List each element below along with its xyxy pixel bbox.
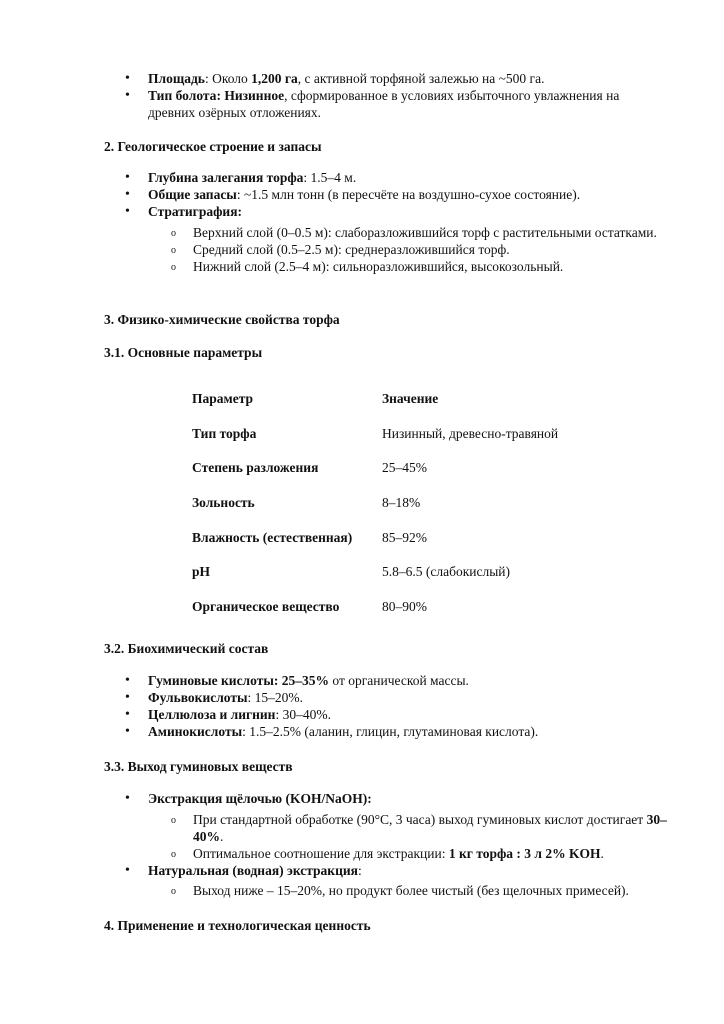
extraction-list [0, 790, 724, 807]
table-cell-param: Влажность (естественная) [192, 529, 353, 545]
sub-list-item: o Нижний слой (2.5–4 м): сильноразложившийся, высокозольный. [0, 258, 724, 275]
table-cell-value: 80–90% [382, 598, 427, 614]
table-cell-value: 8–18% [382, 494, 421, 510]
list-item-alkali-extraction: • Экстракция щёлочью (KOH/NaOH): [0, 790, 724, 807]
section-3-1-title: 3.1. Основные параметры [104, 345, 263, 360]
sub-list-item: o Выход ниже – 15–20%, но продукт более чистый (без щелочных примесей). [0, 882, 724, 899]
table-header-row [183, 381, 567, 416]
table-cell-value: Низинный, древесно-травяной [382, 425, 559, 441]
list-item: • Гуминовые кислоты: 25–35% от органической массы. [0, 672, 724, 689]
strata-list [0, 224, 724, 275]
section-2-title: 2. Геологическое строение и запасы [104, 139, 322, 154]
section-3-2-title: 3.2. Биохимический состав [104, 641, 269, 656]
parameters-table [183, 381, 567, 624]
column-header-parameter: Параметр [192, 390, 254, 406]
section-3-title: 3. Физико-химические свойства торфа [104, 312, 340, 327]
top-list [0, 70, 724, 121]
water-sub-list [0, 882, 724, 899]
column-header-value: Значение [382, 390, 439, 406]
list-item: • Общие запасы: ~1.5 млн тонн (в пересчёте на воздушно-сухое состояние). [0, 186, 724, 203]
water-extraction-list [0, 862, 724, 879]
biochem-list [0, 672, 724, 740]
list-item: • Фульвокислоты: 15–20%. [0, 689, 724, 706]
sub-list-item: o Средний слой (0.5–2.5 м): среднеразложившийся торф. [0, 241, 724, 258]
table-cell-param: Органическое вещество [192, 598, 340, 614]
list-item: • Целлюлоза и лигнин: 30–40%. [0, 706, 724, 723]
sub-list-item: o Верхний слой (0–0.5 м): слаборазложившийся торф с растительными остатками. [0, 224, 724, 241]
alkali-sub-list [0, 811, 724, 862]
table-row [183, 589, 567, 624]
table-cell-value: 25–45% [382, 460, 427, 476]
section-4-title: 4. Применение и технологическая ценность [104, 918, 371, 933]
table-row [183, 485, 567, 520]
list-item-area: • Площадь: Около 1,200 га, с активной торфяной залежью на ~500 га. [0, 70, 724, 87]
table-cell-param: Зольность [192, 494, 255, 510]
sub-list-item: o При стандартной обработке (90°C, 3 часа) выход гуминовых кислот достигает 30–40%. [0, 811, 724, 845]
sub-list-item: o Оптимальное соотношение для экстракции: 1 кг торфа : 3 л 2% KOH. [0, 845, 724, 862]
table-row [183, 554, 567, 589]
list-item: • Глубина залегания торфа: 1.5–4 м. [0, 169, 724, 186]
table-row [183, 450, 567, 485]
table-cell-param: Тип торфа [192, 425, 257, 441]
section-2-list [0, 169, 724, 220]
list-item: • Аминокислоты: 1.5–2.5% (аланин, глицин, глутаминовая кислота). [0, 723, 724, 740]
table-cell-param: pH [192, 564, 211, 580]
table-cell-value: 85–92% [382, 529, 427, 545]
table-cell-value: 5.8–6.5 (слабокислый) [382, 564, 511, 580]
table-cell-param: Степень разложения [192, 460, 319, 476]
list-item-bog-type: • Тип болота: Низинное, сформированное в условиях избыточного увлажнения на древних озёрных отложениях. [0, 87, 724, 121]
section-3-3-title: 3.3. Выход гуминовых веществ [104, 759, 293, 774]
table-row [183, 416, 567, 451]
list-item: • Стратиграфия: [0, 203, 724, 220]
list-item-water-extraction: • Натуральная (водная) экстракция: [0, 862, 724, 879]
table-row [183, 520, 567, 555]
